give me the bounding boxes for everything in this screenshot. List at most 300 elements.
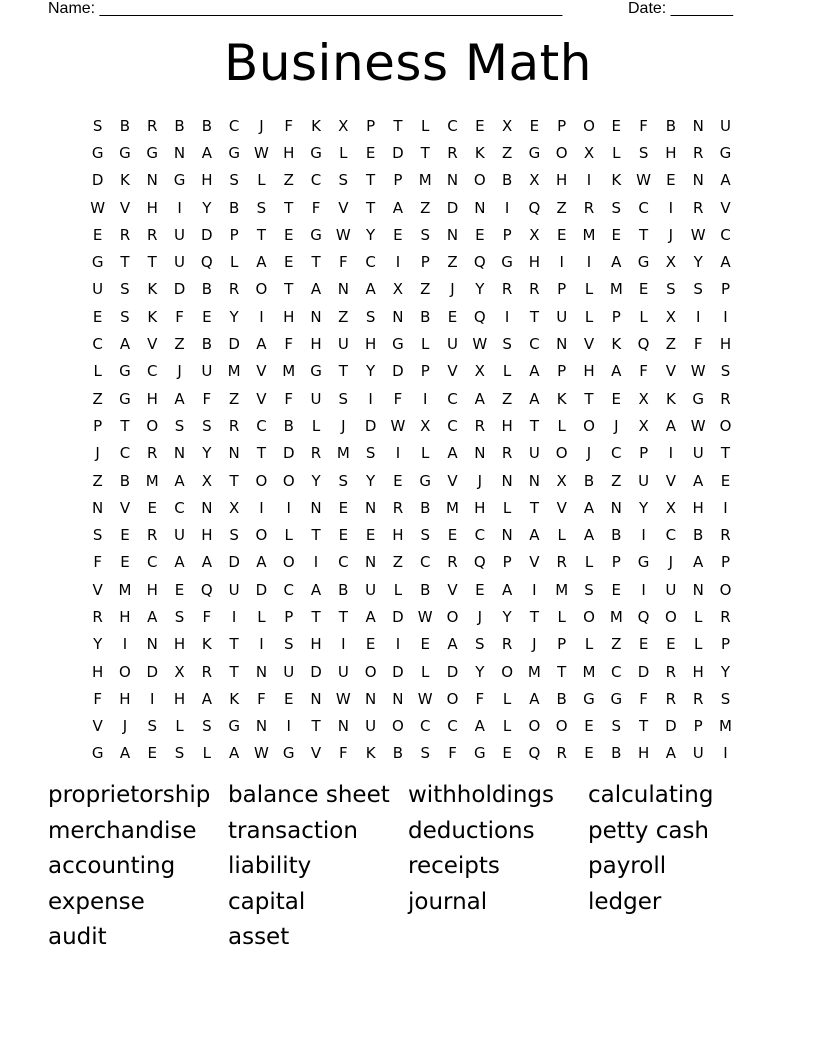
grid-letter[interactable]: S	[666, 280, 676, 299]
grid-letter[interactable]: E	[447, 526, 458, 545]
grid-letter[interactable]: G	[228, 717, 240, 736]
grid-letter[interactable]: Y	[720, 662, 731, 681]
grid-letter[interactable]: Z	[174, 335, 185, 354]
grid-letter[interactable]: Y	[639, 498, 649, 517]
grid-letter[interactable]: N	[365, 553, 377, 572]
grid-letter[interactable]: W	[690, 362, 706, 381]
grid-letter[interactable]: G	[146, 143, 159, 162]
grid-letter[interactable]: L	[257, 171, 266, 190]
grid-letter[interactable]: X	[529, 171, 540, 190]
grid-letter[interactable]: N	[310, 307, 322, 326]
grid-letter[interactable]: S	[338, 171, 349, 190]
grid-letter[interactable]: P	[720, 553, 730, 572]
grid-letter[interactable]: N	[501, 526, 513, 545]
grid-letter[interactable]: E	[475, 116, 485, 135]
grid-letter[interactable]: W	[335, 689, 351, 708]
grid-letter[interactable]: A	[392, 198, 404, 217]
grid-letter[interactable]: V	[119, 498, 131, 517]
grid-letter[interactable]: E	[475, 580, 485, 599]
grid-letter[interactable]: G	[310, 143, 322, 162]
grid-letter[interactable]: L	[502, 717, 512, 736]
grid-letter[interactable]: F	[339, 253, 348, 272]
grid-letter[interactable]: C	[256, 416, 267, 435]
grid-letter[interactable]: M	[418, 171, 432, 190]
grid-letter[interactable]: S	[256, 198, 267, 217]
grid-letter[interactable]: A	[501, 580, 513, 599]
grid-letter[interactable]: O	[364, 662, 377, 681]
grid-letter[interactable]: R	[392, 498, 404, 517]
grid-letter[interactable]: X	[665, 307, 677, 326]
grid-letter[interactable]: N	[337, 280, 349, 299]
grid-letter[interactable]: C	[638, 198, 649, 217]
grid-letter[interactable]: D	[392, 143, 404, 162]
grid-letter[interactable]: V	[447, 580, 458, 599]
grid-letter[interactable]: S	[420, 225, 430, 244]
grid-letter[interactable]: B	[556, 689, 567, 708]
grid-letter[interactable]: W	[254, 744, 269, 763]
grid-letter[interactable]: Y	[502, 607, 512, 626]
grid-letter[interactable]: A	[365, 280, 376, 299]
grid-letter[interactable]: D	[228, 335, 240, 354]
grid-letter[interactable]: H	[119, 689, 131, 708]
grid-letter[interactable]: E	[92, 307, 103, 326]
grid-letter[interactable]: S	[338, 389, 349, 408]
grid-letter[interactable]: K	[611, 335, 622, 354]
grid-letter[interactable]: O	[528, 717, 541, 736]
grid-letter[interactable]: J	[614, 416, 619, 435]
grid-letter[interactable]: Q	[473, 253, 486, 272]
grid-letter[interactable]: F	[639, 362, 648, 381]
grid-letter[interactable]: V	[583, 335, 595, 354]
grid-letter[interactable]: H	[474, 498, 486, 517]
grid-letter[interactable]: S	[611, 717, 622, 736]
grid-letter[interactable]: T	[256, 444, 267, 463]
grid-letter[interactable]: C	[310, 171, 322, 190]
grid-letter[interactable]: F	[693, 335, 703, 354]
grid-letter[interactable]: I	[504, 198, 510, 217]
grid-letter[interactable]: W	[390, 416, 406, 435]
grid-letter[interactable]: V	[310, 744, 322, 763]
grid-letter[interactable]: O	[119, 662, 131, 681]
grid-letter[interactable]: H	[283, 143, 295, 162]
grid-letter[interactable]: X	[474, 362, 485, 381]
grid-letter[interactable]: C	[611, 444, 622, 463]
grid-letter[interactable]: E	[638, 280, 649, 299]
grid-letter[interactable]: K	[311, 116, 321, 135]
grid-letter[interactable]: Z	[392, 553, 404, 572]
grid-letter[interactable]: E	[529, 116, 540, 135]
grid-letter[interactable]: X	[174, 662, 185, 681]
grid-letter[interactable]: A	[720, 171, 731, 190]
grid-letter[interactable]: B	[583, 471, 595, 490]
grid-letter[interactable]: N	[337, 717, 349, 736]
grid-letter[interactable]: I	[259, 307, 264, 326]
grid-letter[interactable]: Y	[366, 362, 376, 381]
grid-letter[interactable]: L	[612, 143, 621, 162]
grid-letter[interactable]: G	[91, 253, 104, 272]
grid-letter[interactable]: B	[119, 116, 131, 135]
grid-letter[interactable]: N	[310, 498, 322, 517]
grid-letter[interactable]: N	[146, 171, 158, 190]
grid-letter[interactable]: I	[668, 198, 674, 217]
grid-letter[interactable]: T	[256, 225, 267, 244]
grid-letter[interactable]: H	[310, 335, 322, 354]
grid-letter[interactable]: G	[637, 553, 650, 572]
grid-letter[interactable]: S	[202, 416, 212, 435]
grid-letter[interactable]: W	[690, 416, 706, 435]
grid-letter[interactable]: G	[119, 389, 131, 408]
grid-letter[interactable]: P	[557, 116, 567, 135]
grid-letter[interactable]: E	[556, 225, 567, 244]
grid-letter[interactable]: L	[694, 635, 703, 654]
grid-letter[interactable]: Y	[202, 198, 212, 217]
grid-letter[interactable]: A	[256, 553, 267, 572]
grid-letter[interactable]: Y	[93, 635, 103, 654]
grid-letter[interactable]: B	[392, 744, 404, 763]
grid-letter[interactable]: U	[283, 662, 295, 681]
grid-letter[interactable]: A	[119, 335, 131, 354]
grid-letter[interactable]: V	[665, 471, 677, 490]
grid-letter[interactable]: N	[528, 471, 541, 490]
grid-letter[interactable]: C	[447, 717, 458, 736]
grid-letter[interactable]: H	[119, 607, 131, 626]
grid-letter[interactable]: A	[583, 526, 595, 545]
grid-letter[interactable]: P	[557, 362, 567, 381]
grid-letter[interactable]: I	[231, 607, 237, 626]
grid-letter[interactable]: E	[283, 253, 294, 272]
grid-letter[interactable]: E	[584, 744, 594, 763]
grid-letter[interactable]: K	[120, 171, 130, 190]
grid-letter[interactable]: J	[341, 416, 346, 435]
grid-letter[interactable]: I	[150, 689, 155, 708]
grid-letter[interactable]: S	[92, 116, 103, 135]
grid-letter[interactable]: R	[692, 143, 704, 162]
grid-letter[interactable]: F	[639, 116, 648, 135]
grid-letter[interactable]: U	[337, 662, 349, 681]
grid-letter[interactable]: A	[474, 717, 485, 736]
grid-letter[interactable]: R	[501, 635, 513, 654]
grid-letter[interactable]: S	[120, 307, 130, 326]
grid-letter[interactable]: G	[173, 171, 186, 190]
grid-letter[interactable]: B	[119, 471, 131, 490]
grid-letter[interactable]: H	[146, 389, 158, 408]
grid-letter[interactable]: I	[695, 307, 701, 326]
grid-letter[interactable]: Y	[366, 225, 376, 244]
grid-letter[interactable]: R	[665, 662, 677, 681]
grid-letter[interactable]: W	[254, 143, 269, 162]
grid-letter[interactable]: T	[529, 607, 539, 626]
grid-letter[interactable]: Q	[637, 335, 650, 354]
grid-letter[interactable]: R	[583, 198, 595, 217]
grid-letter[interactable]: R	[119, 225, 131, 244]
grid-letter[interactable]: V	[92, 580, 103, 599]
grid-letter[interactable]: U	[638, 471, 650, 490]
grid-letter[interactable]: N	[310, 689, 322, 708]
grid-letter[interactable]: P	[720, 280, 730, 299]
grid-letter[interactable]: H	[665, 143, 677, 162]
grid-letter[interactable]: K	[556, 389, 567, 408]
grid-letter[interactable]: P	[557, 635, 567, 654]
grid-letter[interactable]: R	[665, 689, 677, 708]
grid-letter[interactable]: R	[147, 444, 158, 463]
grid-letter[interactable]: H	[283, 307, 295, 326]
grid-letter[interactable]: R	[201, 662, 213, 681]
grid-letter[interactable]: Y	[693, 253, 703, 272]
grid-letter[interactable]: B	[420, 498, 431, 517]
grid-letter[interactable]: A	[583, 498, 595, 517]
grid-letter[interactable]: A	[611, 362, 622, 381]
grid-letter[interactable]: N	[365, 498, 377, 517]
grid-letter[interactable]: A	[147, 607, 158, 626]
grid-letter[interactable]: Z	[611, 471, 622, 490]
grid-letter[interactable]: H	[692, 662, 704, 681]
grid-letter[interactable]: U	[228, 580, 240, 599]
grid-letter[interactable]: V	[556, 498, 567, 517]
grid-letter[interactable]: N	[692, 116, 704, 135]
grid-letter[interactable]: V	[529, 553, 540, 572]
grid-letter[interactable]: B	[420, 580, 431, 599]
grid-letter[interactable]: N	[446, 171, 459, 190]
grid-letter[interactable]: P	[557, 280, 567, 299]
grid-letter[interactable]: L	[502, 689, 512, 708]
grid-letter[interactable]: G	[692, 389, 704, 408]
grid-letter[interactable]: L	[584, 553, 594, 572]
grid-letter[interactable]: G	[528, 143, 541, 162]
grid-letter[interactable]: A	[201, 143, 212, 162]
grid-letter[interactable]: L	[502, 498, 512, 517]
grid-letter[interactable]: S	[202, 717, 212, 736]
grid-letter[interactable]: C	[611, 662, 622, 681]
grid-letter[interactable]: K	[611, 171, 622, 190]
grid-letter[interactable]: J	[259, 116, 264, 135]
grid-letter[interactable]: S	[147, 717, 157, 736]
grid-letter[interactable]: E	[120, 553, 130, 572]
grid-letter[interactable]: J	[586, 444, 592, 463]
grid-letter[interactable]: A	[529, 689, 540, 708]
grid-letter[interactable]: P	[502, 225, 512, 244]
grid-letter[interactable]: S	[693, 280, 703, 299]
grid-letter[interactable]: X	[201, 471, 212, 490]
grid-letter[interactable]: A	[229, 744, 240, 763]
grid-letter[interactable]: O	[583, 116, 595, 135]
grid-letter[interactable]: M	[527, 662, 541, 681]
grid-letter[interactable]: I	[286, 498, 291, 517]
grid-letter[interactable]: E	[202, 307, 212, 326]
grid-letter[interactable]: H	[392, 526, 404, 545]
grid-letter[interactable]: I	[122, 635, 128, 654]
grid-letter[interactable]: T	[557, 662, 567, 681]
grid-letter[interactable]: Y	[475, 662, 485, 681]
grid-letter[interactable]: I	[177, 198, 182, 217]
grid-letter[interactable]: U	[692, 744, 704, 763]
grid-letter[interactable]: C	[92, 335, 103, 354]
grid-letter[interactable]: A	[365, 607, 376, 626]
grid-letter[interactable]: R	[556, 744, 567, 763]
grid-letter[interactable]: T	[311, 253, 321, 272]
grid-letter[interactable]: N	[446, 225, 459, 244]
grid-letter[interactable]: C	[447, 389, 458, 408]
grid-letter[interactable]: I	[668, 444, 674, 463]
grid-letter[interactable]: T	[720, 444, 731, 463]
grid-letter[interactable]: C	[119, 444, 131, 463]
grid-letter[interactable]: C	[447, 416, 458, 435]
grid-letter[interactable]: T	[338, 362, 348, 381]
grid-letter[interactable]: N	[255, 717, 268, 736]
grid-letter[interactable]: Z	[501, 389, 513, 408]
grid-letter[interactable]: H	[310, 635, 322, 654]
grid-letter[interactable]: I	[395, 444, 401, 463]
grid-letter[interactable]: T	[338, 607, 348, 626]
grid-letter[interactable]: G	[637, 253, 650, 272]
grid-letter[interactable]: P	[611, 553, 621, 572]
grid-letter[interactable]: C	[665, 526, 677, 545]
grid-letter[interactable]: I	[259, 498, 264, 517]
grid-letter[interactable]: U	[719, 116, 731, 135]
grid-letter[interactable]: U	[174, 526, 186, 545]
grid-letter[interactable]: O	[392, 717, 404, 736]
grid-letter[interactable]: P	[393, 171, 403, 190]
grid-letter[interactable]: A	[174, 471, 185, 490]
grid-letter[interactable]: T	[229, 662, 239, 681]
grid-letter[interactable]: G	[310, 225, 322, 244]
grid-letter[interactable]: O	[664, 607, 677, 626]
grid-letter[interactable]: Y	[475, 280, 485, 299]
grid-letter[interactable]: T	[366, 198, 376, 217]
grid-letter[interactable]: S	[502, 335, 512, 354]
grid-letter[interactable]: U	[447, 335, 458, 354]
grid-letter[interactable]: B	[228, 198, 240, 217]
grid-letter[interactable]: R	[529, 280, 540, 299]
grid-letter[interactable]: A	[529, 389, 540, 408]
grid-letter[interactable]: T	[393, 116, 403, 135]
grid-letter[interactable]: S	[365, 307, 376, 326]
grid-letter[interactable]: W	[90, 198, 106, 217]
grid-letter[interactable]: R	[501, 280, 513, 299]
grid-letter[interactable]: O	[719, 580, 732, 599]
grid-letter[interactable]: E	[92, 225, 103, 244]
grid-letter[interactable]: V	[256, 362, 267, 381]
grid-letter[interactable]: D	[665, 717, 677, 736]
grid-letter[interactable]: K	[147, 307, 158, 326]
grid-letter[interactable]: L	[284, 526, 293, 545]
grid-letter[interactable]: I	[532, 580, 537, 599]
grid-letter[interactable]: P	[366, 116, 376, 135]
grid-letter[interactable]: D	[637, 662, 650, 681]
grid-letter[interactable]: R	[556, 553, 567, 572]
grid-letter[interactable]: O	[255, 526, 268, 545]
grid-letter[interactable]: V	[119, 198, 131, 217]
grid-letter[interactable]: O	[555, 717, 568, 736]
grid-letter[interactable]: M	[582, 225, 596, 244]
grid-letter[interactable]: N	[92, 498, 104, 517]
grid-letter[interactable]: W	[417, 689, 433, 708]
grid-letter[interactable]: A	[201, 553, 212, 572]
grid-letter[interactable]: W	[335, 225, 351, 244]
grid-letter[interactable]: G	[91, 143, 104, 162]
grid-letter[interactable]: A	[447, 635, 458, 654]
grid-letter[interactable]: A	[720, 253, 731, 272]
grid-letter[interactable]: U	[665, 580, 677, 599]
grid-letter[interactable]: F	[93, 689, 102, 708]
grid-letter[interactable]: E	[365, 635, 376, 654]
grid-letter[interactable]: I	[641, 580, 646, 599]
grid-letter[interactable]: F	[311, 198, 321, 217]
grid-letter[interactable]: R	[720, 526, 731, 545]
grid-letter[interactable]: X	[665, 498, 677, 517]
grid-letter[interactable]: Y	[311, 471, 321, 490]
grid-letter[interactable]: S	[720, 362, 731, 381]
grid-letter[interactable]: P	[502, 553, 512, 572]
grid-letter[interactable]: B	[611, 526, 622, 545]
grid-letter[interactable]: C	[529, 335, 540, 354]
grid-letter[interactable]: T	[639, 717, 649, 736]
grid-letter[interactable]: L	[557, 607, 566, 626]
grid-letter[interactable]: Z	[611, 635, 622, 654]
grid-letter[interactable]: C	[365, 253, 376, 272]
grid-letter[interactable]: F	[202, 607, 212, 626]
grid-letter[interactable]: T	[529, 416, 539, 435]
grid-letter[interactable]: A	[310, 280, 322, 299]
grid-letter[interactable]: N	[474, 198, 486, 217]
grid-letter[interactable]: C	[228, 116, 240, 135]
grid-letter[interactable]: R	[447, 553, 458, 572]
grid-letter[interactable]: J	[532, 635, 537, 654]
grid-letter[interactable]: H	[719, 335, 732, 354]
grid-letter[interactable]: Z	[665, 335, 677, 354]
grid-letter[interactable]: B	[611, 744, 622, 763]
grid-letter[interactable]: G	[392, 335, 404, 354]
grid-letter[interactable]: E	[393, 471, 403, 490]
grid-letter[interactable]: I	[313, 553, 319, 572]
grid-letter[interactable]: L	[229, 253, 239, 272]
grid-letter[interactable]: L	[421, 444, 430, 463]
grid-letter[interactable]: X	[228, 498, 240, 517]
grid-letter[interactable]: F	[448, 744, 457, 763]
grid-letter[interactable]: R	[147, 116, 158, 135]
grid-letter[interactable]: J	[668, 553, 674, 572]
grid-letter[interactable]: M	[446, 498, 459, 517]
grid-letter[interactable]: R	[447, 143, 458, 162]
grid-letter[interactable]: F	[393, 389, 403, 408]
grid-letter[interactable]: R	[720, 389, 731, 408]
grid-letter[interactable]: P	[693, 717, 703, 736]
grid-letter[interactable]: H	[92, 662, 104, 681]
grid-letter[interactable]: L	[393, 580, 403, 599]
grid-letter[interactable]: S	[174, 607, 185, 626]
grid-letter[interactable]: U	[174, 253, 186, 272]
grid-letter[interactable]: A	[529, 526, 540, 545]
grid-letter[interactable]: X	[638, 416, 649, 435]
grid-letter[interactable]: T	[420, 143, 430, 162]
grid-letter[interactable]: P	[720, 635, 730, 654]
grid-letter[interactable]: J	[450, 280, 455, 299]
grid-letter[interactable]: C	[283, 580, 294, 599]
grid-letter[interactable]: Z	[447, 253, 458, 272]
grid-letter[interactable]: B	[201, 280, 212, 299]
grid-letter[interactable]: M	[282, 362, 296, 381]
grid-letter[interactable]: E	[283, 225, 294, 244]
grid-letter[interactable]: R	[147, 225, 158, 244]
grid-letter[interactable]: S	[720, 689, 731, 708]
grid-letter[interactable]: E	[666, 171, 676, 190]
grid-letter[interactable]: P	[420, 253, 430, 272]
grid-letter[interactable]: T	[147, 253, 157, 272]
grid-letter[interactable]: H	[501, 416, 513, 435]
grid-letter[interactable]: F	[284, 116, 294, 135]
grid-letter[interactable]: Q	[473, 553, 486, 572]
grid-letter[interactable]: A	[665, 744, 677, 763]
grid-letter[interactable]: Y	[366, 471, 376, 490]
